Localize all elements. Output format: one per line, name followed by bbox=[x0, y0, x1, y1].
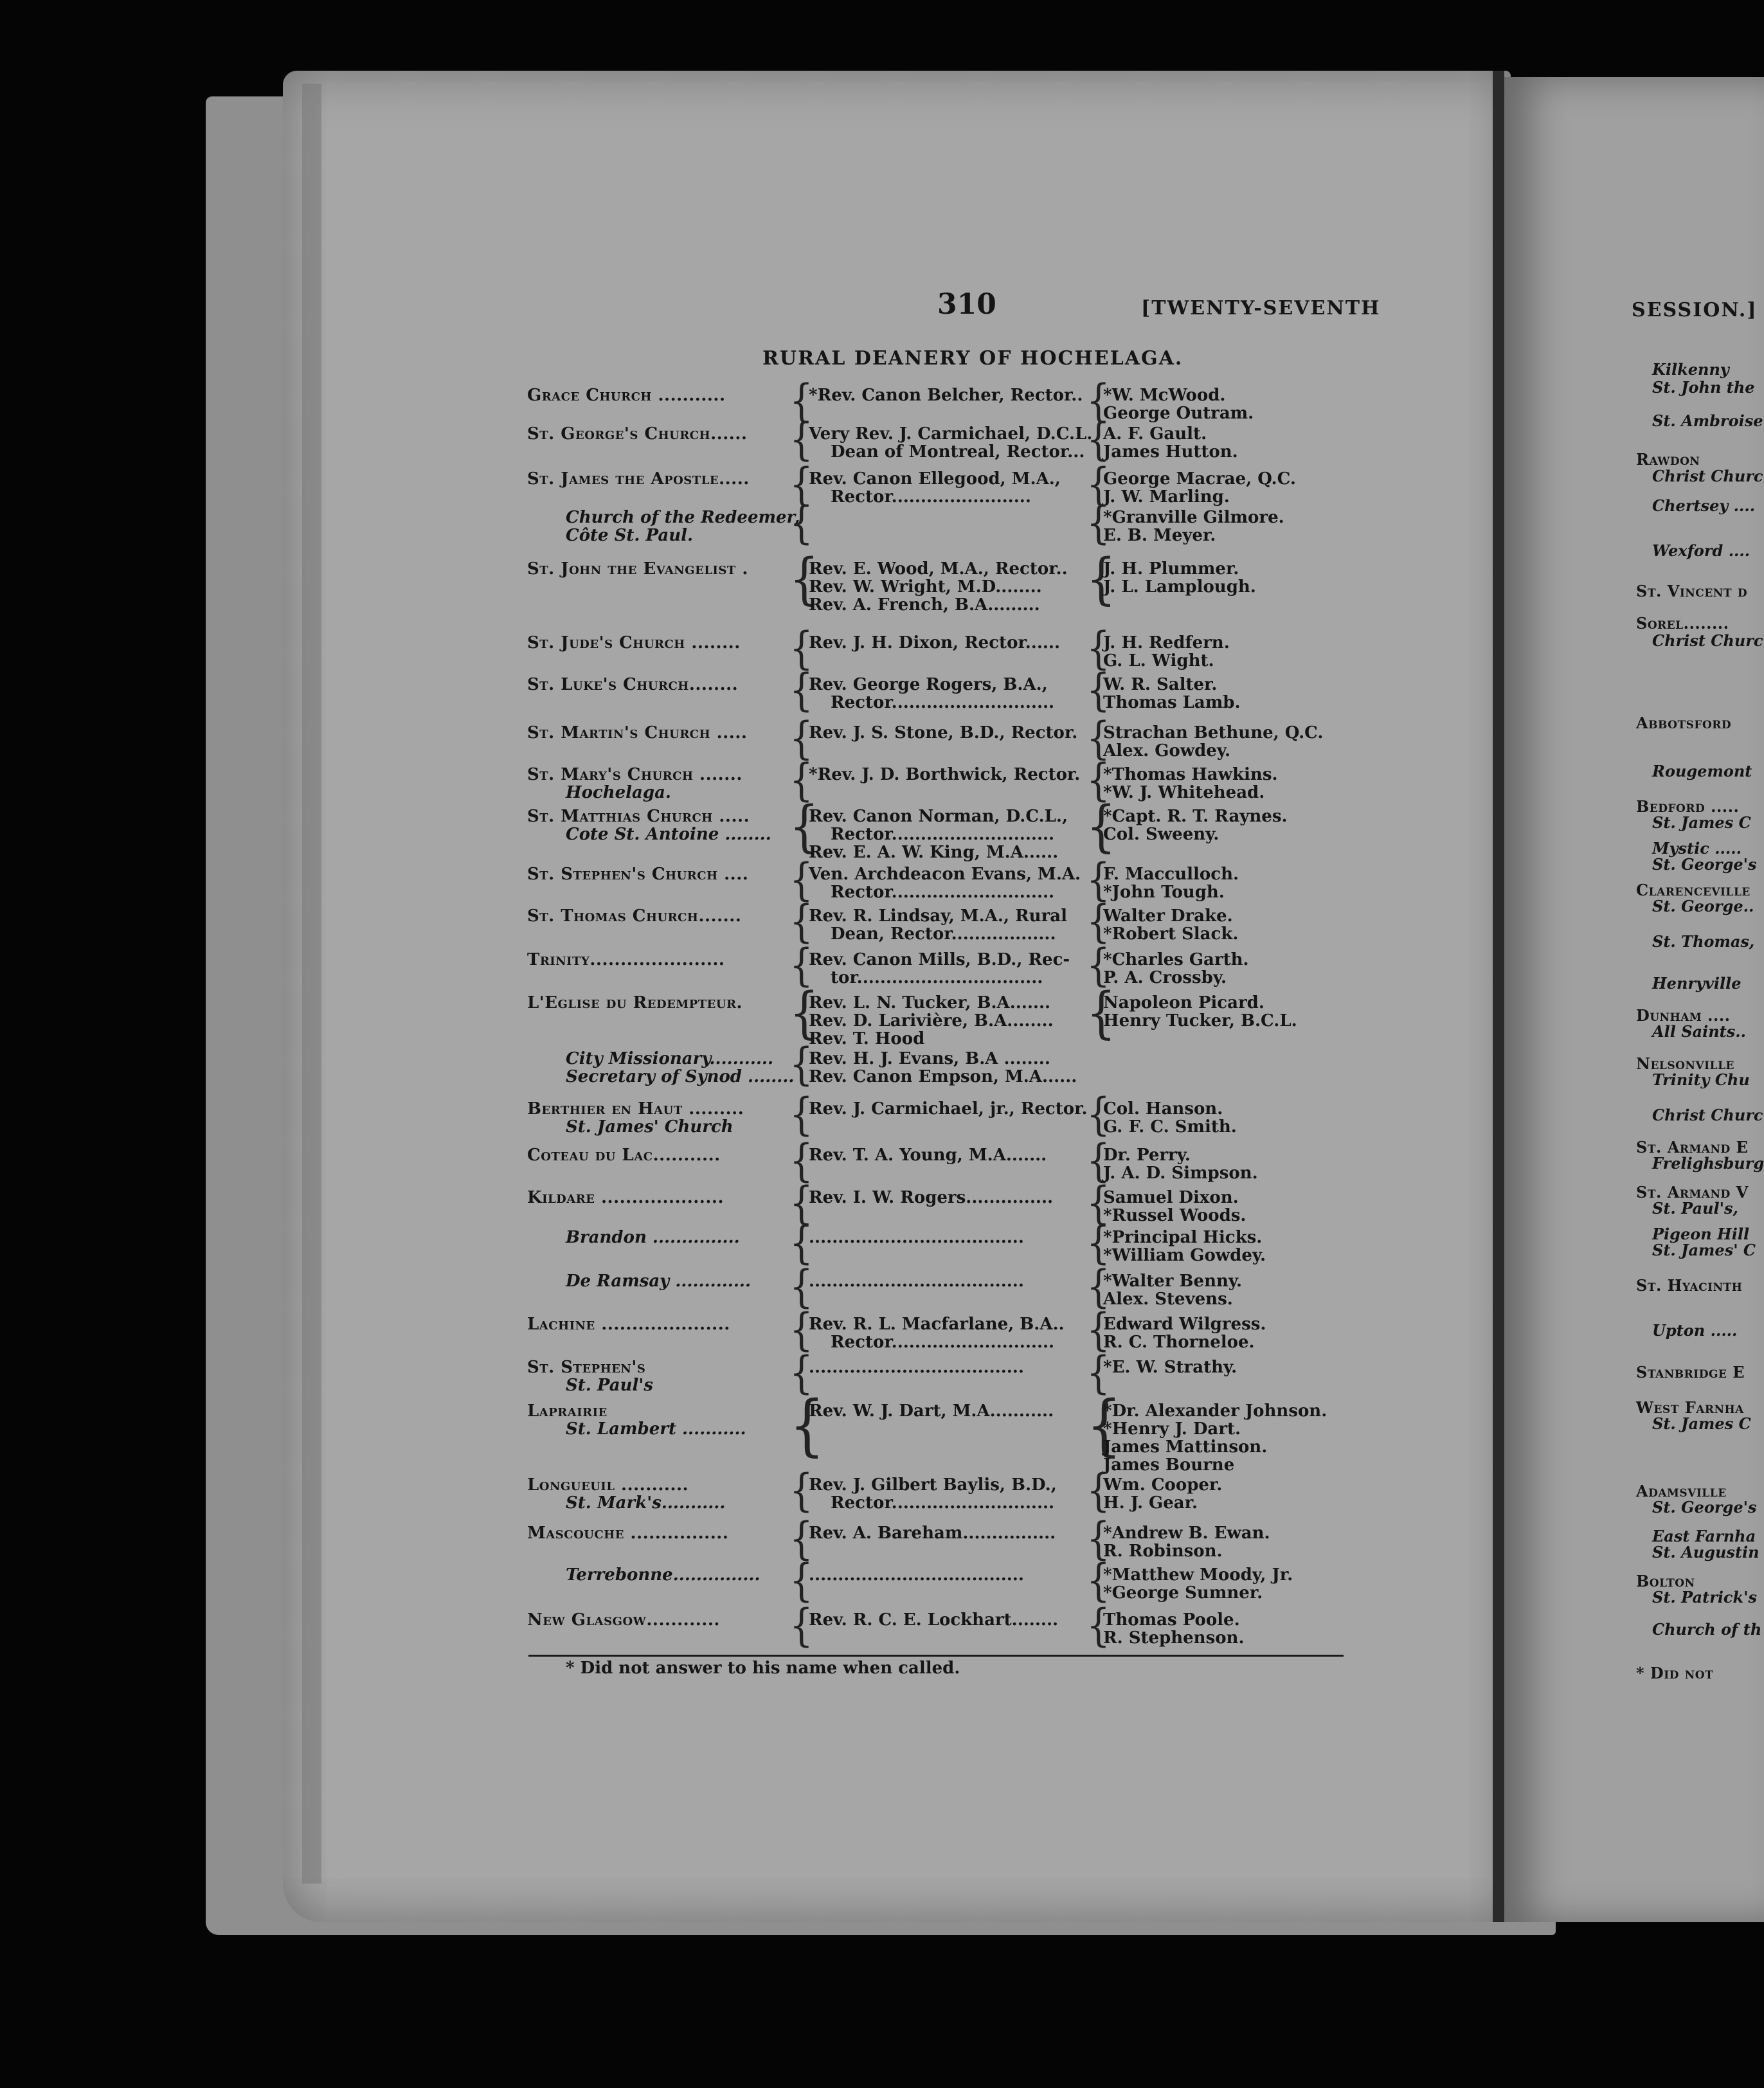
brace-right: { bbox=[1086, 1088, 1110, 1140]
lay-delegate: *Granville Gilmore. bbox=[1103, 508, 1284, 527]
right-page-fragment: Rougemont bbox=[1652, 762, 1752, 780]
clergy-entry: Rector............................ bbox=[831, 1333, 1055, 1352]
brace-left: { bbox=[789, 1088, 813, 1140]
clergy-entry: Rector............................ bbox=[831, 1493, 1055, 1513]
brace-left: { bbox=[789, 1464, 813, 1516]
brace-right: { bbox=[1086, 980, 1116, 1045]
parish-name: St. Mark's........... bbox=[566, 1493, 726, 1513]
right-page-fragment: Mystic ..... bbox=[1652, 839, 1742, 858]
clergy-entry: Rev. J. H. Dixon, Rector...... bbox=[809, 633, 1061, 652]
right-page-fragment: St. Hyacinth bbox=[1636, 1276, 1743, 1295]
clergy-entry: Rev. A. French, B.A......... bbox=[809, 595, 1040, 615]
clergy-entry: ..................................... bbox=[809, 1358, 1024, 1377]
right-page-fragment: St. Thomas, bbox=[1652, 932, 1755, 951]
lay-delegate: G. F. C. Smith. bbox=[1103, 1117, 1237, 1137]
brace-right: { bbox=[1086, 939, 1110, 991]
right-page-fragment: Nelsonville bbox=[1636, 1054, 1734, 1073]
lay-delegate: Thomas Lamb. bbox=[1103, 693, 1241, 712]
brace-right: { bbox=[1086, 458, 1110, 510]
clergy-entry: ..................................... bbox=[809, 1228, 1024, 1247]
lay-delegate: H. J. Gear. bbox=[1103, 1493, 1198, 1513]
clergy-entry: Rev. W. J. Dart, M.A........... bbox=[809, 1401, 1054, 1421]
lay-delegate: *E. W. Strathy. bbox=[1103, 1358, 1238, 1377]
clergy-entry: Rev. T. A. Young, M.A....... bbox=[809, 1146, 1047, 1165]
parish-name: Cote St. Antoine ........ bbox=[566, 825, 771, 844]
brace-right: { bbox=[1086, 1176, 1110, 1229]
parish-name: St. George's Church...... bbox=[527, 424, 748, 444]
clergy-entry: Rev. J. Carmichael, jr., Rector. bbox=[809, 1099, 1088, 1119]
parish-name: Secretary of Synod ........ bbox=[566, 1067, 795, 1086]
brace-left: { bbox=[789, 895, 813, 948]
right-page-fragment: St. John the bbox=[1652, 378, 1755, 397]
brace-right: { bbox=[1086, 1387, 1122, 1464]
clergy-entry: Rev. Canon Norman, D.C.L., bbox=[809, 807, 1068, 826]
lay-delegate: *Dr. Alexander Johnson. bbox=[1103, 1401, 1328, 1421]
clergy-entry: Rev. E. A. W. King, M.A...... bbox=[809, 843, 1059, 862]
lay-delegate: *Robert Slack. bbox=[1103, 924, 1239, 944]
lay-delegate: Samuel Dixon. bbox=[1103, 1188, 1239, 1207]
brace-left: { bbox=[789, 374, 813, 427]
right-page-fragment: Stanbridge E bbox=[1636, 1363, 1745, 1382]
clergy-entry: Rector............................ bbox=[831, 883, 1055, 902]
brace-left: { bbox=[789, 1260, 813, 1313]
brace-right: { bbox=[1086, 793, 1116, 859]
lay-delegate: J. H. Plummer. bbox=[1103, 559, 1239, 579]
right-page-fragment: All Saints.. bbox=[1652, 1022, 1746, 1041]
lay-delegate: Wm. Cooper. bbox=[1103, 1475, 1223, 1495]
parish-name: Coteau du Lac........... bbox=[527, 1146, 721, 1165]
lay-delegate: P. A. Crossby. bbox=[1103, 968, 1227, 987]
right-page-fragment: Rawdon bbox=[1636, 450, 1700, 469]
brace-left: { bbox=[789, 663, 813, 716]
brace-left: { bbox=[789, 753, 813, 806]
brace-left: { bbox=[789, 1038, 813, 1090]
right-page bbox=[1504, 77, 1764, 1922]
clergy-entry: ..................................... bbox=[809, 1565, 1024, 1585]
lay-delegate: Walter Drake. bbox=[1103, 906, 1233, 926]
lay-delegate: Napoleon Picard. bbox=[1103, 993, 1264, 1013]
brace-left: { bbox=[789, 1387, 825, 1464]
parish-name: St. Thomas Church....... bbox=[527, 906, 742, 926]
lay-delegate: *Henry J. Dart. bbox=[1103, 1419, 1241, 1439]
lay-delegate: R. Stephenson. bbox=[1103, 1628, 1245, 1648]
clergy-entry: *Rev. J. D. Borthwick, Rector. bbox=[809, 765, 1081, 784]
lay-delegate: *Principal Hicks. bbox=[1103, 1228, 1263, 1247]
right-running-head: SESSION.] bbox=[1632, 299, 1758, 321]
brace-left: { bbox=[789, 1554, 813, 1607]
right-page-fragment: Henryville bbox=[1652, 974, 1742, 993]
lay-delegate: *William Gowdey. bbox=[1103, 1246, 1266, 1265]
parish-name: Church of the Redeemer, bbox=[566, 508, 800, 527]
right-page-fragment: Dunham .... bbox=[1636, 1006, 1731, 1025]
parish-name: St. James' Church bbox=[566, 1117, 734, 1137]
right-page-fragment: Clarenceville bbox=[1636, 881, 1751, 899]
right-page-fragment: Bolton bbox=[1636, 1572, 1695, 1590]
right-page-fragment: Pigeon Hill bbox=[1652, 1225, 1750, 1243]
lay-delegate: *George Sumner. bbox=[1103, 1583, 1263, 1603]
brace-left: { bbox=[789, 622, 813, 674]
brace-left: { bbox=[789, 458, 813, 510]
right-page-fragment: St. Patrick's bbox=[1652, 1588, 1758, 1607]
brace-left: { bbox=[789, 413, 813, 465]
lay-delegate: *John Tough. bbox=[1103, 883, 1225, 902]
right-page-fragment: Frelighsburg bbox=[1652, 1154, 1764, 1173]
brace-left: { bbox=[789, 546, 819, 611]
right-page-fragment: St. George.. bbox=[1652, 897, 1754, 915]
clergy-entry: Rev. R. L. Macfarlane, B.A.. bbox=[809, 1315, 1065, 1334]
lay-delegate: *Matthew Moody, Jr. bbox=[1103, 1565, 1293, 1585]
clergy-entry: Very Rev. J. Carmichael, D.C.L. bbox=[809, 424, 1093, 444]
brace-right: { bbox=[1086, 496, 1110, 549]
clergy-entry: tor................................ bbox=[831, 968, 1043, 987]
brace-right: { bbox=[1086, 1216, 1110, 1269]
book-gutter bbox=[1493, 71, 1504, 1922]
right-page-fragment: St. Vincent d bbox=[1636, 582, 1748, 600]
clergy-entry: Rev. Canon Mills, B.D., Rec- bbox=[809, 950, 1070, 969]
clergy-entry: Rev. L. N. Tucker, B.A....... bbox=[809, 993, 1051, 1013]
brace-right: { bbox=[1086, 1134, 1110, 1187]
lay-delegate: James Hutton. bbox=[1103, 442, 1238, 462]
lay-delegate: R. Robinson. bbox=[1103, 1542, 1223, 1561]
parish-name: Grace Church ........... bbox=[527, 386, 726, 405]
brace-left: { bbox=[789, 1176, 813, 1229]
right-page-fragment: St. Armand V bbox=[1636, 1183, 1749, 1202]
clergy-entry: Rev. D. Larivière, B.A........ bbox=[809, 1011, 1054, 1030]
clergy-entry: Rector............................ bbox=[831, 693, 1055, 712]
brace-right: { bbox=[1086, 895, 1110, 948]
brace-right: { bbox=[1086, 853, 1110, 906]
brace-right: { bbox=[1086, 1554, 1110, 1607]
clergy-entry: Rev. J. Gilbert Baylis, B.D., bbox=[809, 1475, 1057, 1495]
brace-right: { bbox=[1086, 1260, 1110, 1313]
page-edge bbox=[302, 84, 321, 1884]
parish-name: Longueuil ........... bbox=[527, 1475, 689, 1495]
clergy-entry: Rev. I. W. Rogers............... bbox=[809, 1188, 1054, 1207]
right-page-fragment: Bedford ..... bbox=[1636, 797, 1740, 816]
brace-left: { bbox=[789, 1216, 813, 1269]
clergy-entry: Rector............................ bbox=[831, 825, 1055, 844]
parish-name: Berthier en Haut ......... bbox=[527, 1099, 744, 1119]
clergy-entry: Rev. A. Bareham................ bbox=[809, 1524, 1056, 1543]
lay-delegate: James Bourne bbox=[1103, 1455, 1235, 1475]
brace-right: { bbox=[1086, 753, 1110, 806]
parish-name: City Missionary........... bbox=[566, 1049, 774, 1068]
lay-delegate: Alex. Gowdey. bbox=[1103, 741, 1231, 760]
brace-left: { bbox=[789, 939, 813, 991]
lay-delegate: J. W. Marling. bbox=[1103, 487, 1230, 507]
parish-name: St. James the Apostle..... bbox=[527, 469, 750, 489]
parish-name: St. Matthias Church ..... bbox=[527, 807, 750, 826]
brace-left: { bbox=[789, 1512, 813, 1565]
right-page-fragment: Kilkenny bbox=[1652, 360, 1729, 379]
brace-right: { bbox=[1086, 712, 1110, 764]
parish-name: St. Lambert ........... bbox=[566, 1419, 746, 1439]
right-page-fragment: East Farnha bbox=[1652, 1527, 1756, 1545]
clergy-entry: Dean, Rector.................. bbox=[831, 924, 1056, 944]
parish-name: St. Martin's Church ..... bbox=[527, 723, 748, 742]
lay-delegate: Dr. Perry. bbox=[1103, 1146, 1191, 1165]
right-page-fragment: St. Armand E bbox=[1636, 1138, 1749, 1156]
parish-name: St. John the Evangelist . bbox=[527, 559, 748, 579]
right-page-fragment: * Did not bbox=[1636, 1664, 1714, 1682]
lay-delegate: W. R. Salter. bbox=[1103, 675, 1218, 694]
clergy-entry: Rev. E. Wood, M.A., Rector.. bbox=[809, 559, 1068, 579]
brace-right: { bbox=[1086, 622, 1110, 674]
clergy-entry: Dean of Montreal, Rector... bbox=[831, 442, 1085, 462]
lay-delegate: *W. McWood. bbox=[1103, 386, 1226, 405]
lay-delegate: *Charles Garth. bbox=[1103, 950, 1249, 969]
brace-left: { bbox=[789, 980, 819, 1045]
brace-right: { bbox=[1086, 1512, 1110, 1565]
lay-delegate: Col. Sweeny. bbox=[1103, 825, 1220, 844]
brace-right: { bbox=[1086, 1464, 1110, 1516]
right-page-fragment: St. James C bbox=[1652, 1414, 1751, 1433]
clergy-entry: Rev. Canon Ellegood, M.A., bbox=[809, 469, 1061, 489]
lay-delegate: *Thomas Hawkins. bbox=[1103, 765, 1278, 784]
brace-right: { bbox=[1086, 1346, 1110, 1399]
right-page-fragment: Sorel........ bbox=[1636, 614, 1729, 633]
parish-name: St. Luke's Church........ bbox=[527, 675, 739, 694]
right-page-fragment: Chertsey .... bbox=[1652, 496, 1756, 515]
right-page-fragment: St. George's bbox=[1652, 855, 1757, 874]
parish-name: Brandon ............... bbox=[566, 1228, 740, 1247]
parish-name: St. Jude's Church ........ bbox=[527, 633, 741, 652]
clergy-entry: Rector........................ bbox=[831, 487, 1031, 507]
lay-delegate: Strachan Bethune, Q.C. bbox=[1103, 723, 1324, 742]
parish-name: St. Mary's Church ....... bbox=[527, 765, 742, 784]
right-page-fragment: Wexford .... bbox=[1652, 541, 1751, 560]
brace-left: { bbox=[789, 1134, 813, 1187]
parish-name: De Ramsay ............. bbox=[566, 1272, 752, 1291]
lay-delegate: James Mattinson. bbox=[1103, 1437, 1268, 1457]
parish-name: St. Paul's bbox=[566, 1376, 653, 1395]
parish-name: Terrebonne............... bbox=[566, 1565, 760, 1585]
lay-delegate: George Outram. bbox=[1103, 404, 1254, 423]
lay-delegate: Edward Wilgress. bbox=[1103, 1315, 1266, 1334]
lay-delegate: A. F. Gault. bbox=[1103, 424, 1207, 444]
clergy-entry: Rev. R. C. E. Lockhart........ bbox=[809, 1610, 1059, 1630]
brace-right: { bbox=[1086, 1303, 1110, 1356]
parish-name: Lachine ..................... bbox=[527, 1315, 730, 1334]
lay-delegate: *Capt. R. T. Raynes. bbox=[1103, 807, 1288, 826]
right-page-fragment: Christ Churc bbox=[1652, 1106, 1763, 1124]
right-page-fragment: St. George's bbox=[1652, 1498, 1757, 1516]
clergy-entry: Rev. T. Hood bbox=[809, 1029, 925, 1048]
brace-left: { bbox=[789, 793, 819, 859]
right-page-fragment: Adamsville bbox=[1636, 1482, 1727, 1500]
right-page-fragment: St. Ambroise bbox=[1652, 411, 1763, 430]
brace-left: { bbox=[789, 712, 813, 764]
right-page-fragment: St. James C bbox=[1652, 813, 1751, 832]
right-page-fragment: St. James' C bbox=[1652, 1241, 1756, 1259]
lay-delegate: R. C. Thorneloe. bbox=[1103, 1333, 1255, 1352]
brace-right: { bbox=[1086, 413, 1110, 465]
clergy-entry: Rev. H. J. Evans, B.A ........ bbox=[809, 1049, 1050, 1068]
clergy-entry: Rev. R. Lindsay, M.A., Rural bbox=[809, 906, 1067, 926]
clergy-entry: Ven. Archdeacon Evans, M.A. bbox=[809, 865, 1081, 884]
brace-right: { bbox=[1086, 663, 1110, 716]
parish-name: Trinity...................... bbox=[527, 950, 725, 969]
parish-name: Mascouche ................ bbox=[527, 1524, 729, 1543]
lay-delegate: *W. J. Whitehead. bbox=[1103, 783, 1265, 802]
right-page-fragment: Trinity Chu bbox=[1652, 1070, 1750, 1089]
right-page-fragment: Christ Churc bbox=[1652, 467, 1763, 485]
lay-delegate: J. L. Lamplough. bbox=[1103, 577, 1256, 597]
table-rule bbox=[528, 1655, 1344, 1657]
brace-right: { bbox=[1086, 1599, 1110, 1652]
right-page-fragment: Upton ..... bbox=[1652, 1321, 1738, 1340]
lay-delegate: F. Macculloch. bbox=[1103, 865, 1239, 884]
lay-delegate: J. H. Redfern. bbox=[1103, 633, 1230, 652]
lay-delegate: *Walter Benny. bbox=[1103, 1272, 1243, 1291]
lay-delegate: J. A. D. Simpson. bbox=[1103, 1164, 1258, 1183]
right-page-fragment: St. Paul's, bbox=[1652, 1199, 1738, 1218]
lay-delegate: George Macrae, Q.C. bbox=[1103, 469, 1296, 489]
parish-name: Laprairie bbox=[527, 1401, 608, 1421]
lay-delegate: Henry Tucker, B.C.L. bbox=[1103, 1011, 1297, 1030]
clergy-entry: Rev. W. Wright, M.D........ bbox=[809, 577, 1042, 597]
right-page-fragment: St. Augustin bbox=[1652, 1543, 1760, 1562]
brace-left: { bbox=[789, 1303, 813, 1356]
clergy-entry: Rev. J. S. Stone, B.D., Rector. bbox=[809, 723, 1078, 742]
clergy-entry: *Rev. Canon Belcher, Rector.. bbox=[809, 386, 1083, 405]
brace-left: { bbox=[789, 1346, 813, 1399]
parish-name: Kildare .................... bbox=[527, 1188, 724, 1207]
page-number: 310 bbox=[937, 288, 996, 321]
page-title: RURAL DEANERY OF HOCHELAGA. bbox=[762, 347, 1184, 370]
footnote: * Did not answer to his name when called. bbox=[566, 1659, 960, 1678]
lay-delegate: *Andrew B. Ewan. bbox=[1103, 1524, 1270, 1543]
parish-name: St. Stephen's bbox=[527, 1358, 646, 1377]
parish-name: L'Eglise du Redempteur. bbox=[527, 993, 743, 1013]
lay-delegate: *Russel Woods. bbox=[1103, 1206, 1246, 1225]
brace-left: { bbox=[789, 1599, 813, 1652]
parish-name: New Glasgow............ bbox=[527, 1610, 720, 1630]
right-page-fragment: Church of th bbox=[1652, 1620, 1762, 1639]
lay-delegate: Thomas Poole. bbox=[1103, 1610, 1240, 1630]
brace-left: { bbox=[789, 853, 813, 906]
right-page-fragment: West Farnha bbox=[1636, 1398, 1744, 1417]
brace-left: { bbox=[789, 496, 813, 549]
parish-name: St. Stephen's Church .... bbox=[527, 865, 749, 884]
running-head: [TWENTY-SEVENTH bbox=[1141, 297, 1381, 320]
lay-delegate: Alex. Stevens. bbox=[1103, 1290, 1233, 1309]
lay-delegate: E. B. Meyer. bbox=[1103, 526, 1216, 545]
lay-delegate: Col. Hanson. bbox=[1103, 1099, 1223, 1119]
parish-name: Côte St. Paul. bbox=[566, 526, 694, 545]
clergy-entry: Rev. George Rogers, B.A., bbox=[809, 675, 1048, 694]
lay-delegate: G. L. Wight. bbox=[1103, 651, 1214, 670]
clergy-entry: Rev. Canon Empson, M.A...... bbox=[809, 1067, 1077, 1086]
brace-right: { bbox=[1086, 374, 1110, 427]
right-page-fragment: Christ Churc bbox=[1652, 631, 1763, 650]
clergy-entry: ..................................... bbox=[809, 1272, 1024, 1291]
right-page-fragment: Abbotsford bbox=[1636, 714, 1732, 732]
brace-right: { bbox=[1086, 546, 1116, 611]
parish-name: Hochelaga. bbox=[566, 783, 671, 802]
